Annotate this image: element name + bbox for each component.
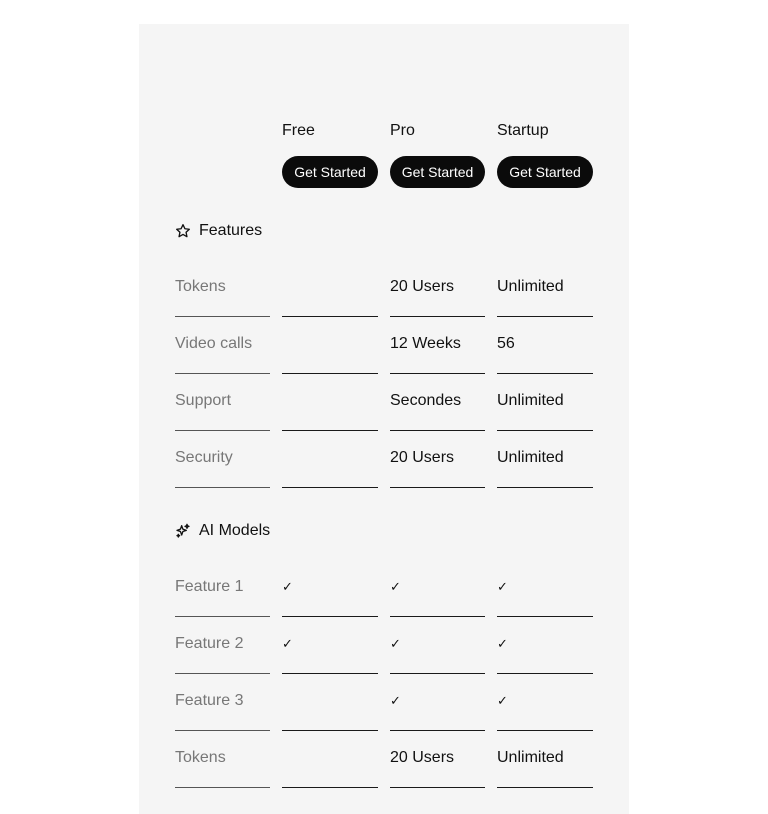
row-label: Feature 3 xyxy=(175,692,270,731)
get-started-startup-button[interactable]: Get Started xyxy=(497,156,593,188)
cell-free xyxy=(282,335,378,374)
cell-pro: 20 Users xyxy=(390,278,485,317)
cell-startup: 56 xyxy=(497,335,593,374)
row-label: Feature 1 xyxy=(175,578,270,617)
plan-name-startup: Startup xyxy=(497,122,549,139)
row-label: Tokens xyxy=(175,278,270,317)
get-started-free-button[interactable]: Get Started xyxy=(282,156,378,188)
row-label: Tokens xyxy=(175,749,270,788)
cell-pro: 20 Users xyxy=(390,449,485,488)
cell-pro: 12 Weeks xyxy=(390,335,485,374)
cell-free xyxy=(282,749,378,788)
cell-free xyxy=(282,692,378,731)
star-icon xyxy=(175,223,191,239)
cell-startup: Unlimited xyxy=(497,392,593,431)
cell-free: ✓ xyxy=(282,635,378,674)
cell-startup: ✓ xyxy=(497,578,593,617)
cell-startup: ✓ xyxy=(497,692,593,731)
cell-startup: Unlimited xyxy=(497,749,593,788)
cell-pro: ✓ xyxy=(390,635,485,674)
cell-startup: Unlimited xyxy=(497,278,593,317)
cell-free xyxy=(282,392,378,431)
cell-pro: 20 Users xyxy=(390,749,485,788)
cell-free xyxy=(282,449,378,488)
section-title: AI Models xyxy=(199,522,271,539)
row-label: Feature 2 xyxy=(175,635,270,674)
plan-name-free: Free xyxy=(282,122,315,139)
cell-startup: Unlimited xyxy=(497,449,593,488)
row-label: Video calls xyxy=(175,335,270,374)
section-title: Features xyxy=(199,222,263,239)
section-header-ai-models xyxy=(175,522,270,540)
sparkles-icon xyxy=(175,523,191,539)
plan-name-pro: Pro xyxy=(390,122,415,139)
cell-pro: ✓ xyxy=(390,692,485,731)
cell-pro: ✓ xyxy=(390,578,485,617)
row-label: Security xyxy=(175,449,270,488)
cell-pro: Secondes xyxy=(390,392,485,431)
section-header-features xyxy=(175,222,262,240)
cell-free: ✓ xyxy=(282,578,378,617)
cell-free xyxy=(282,278,378,317)
cell-startup: ✓ xyxy=(497,635,593,674)
get-started-pro-button[interactable]: Get Started xyxy=(390,156,485,188)
row-label: Support xyxy=(175,392,270,431)
